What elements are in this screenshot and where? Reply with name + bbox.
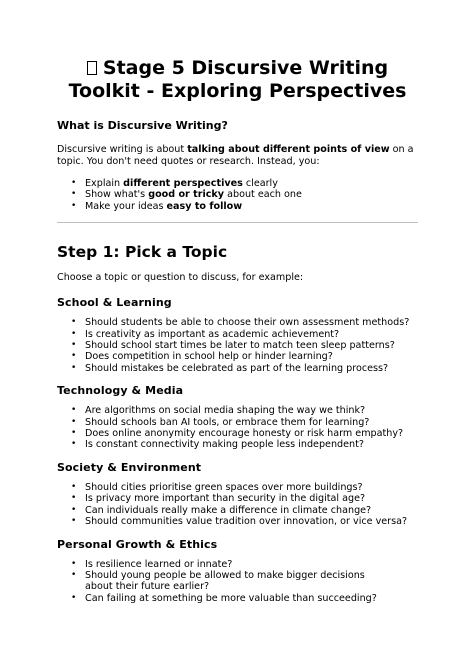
list-item: • Should students be able to choose their own assessment methods? (57, 317, 418, 328)
list-item: • Should schools ban AI tools, or embrace them for learning? (57, 417, 418, 428)
list-item: • Should mistakes be celebrated as part of the learning process? (57, 363, 418, 374)
list-item: • Is creativity as important as academic achievement? (57, 329, 418, 340)
list-item: • Should young people be allowed to make bigger decisions about their future earlier? (57, 570, 418, 593)
category-heading-school: School & Learning (57, 296, 172, 310)
what-heading: What is Discursive Writing? (57, 119, 228, 132)
category-list-personal (57, 559, 418, 605)
category-heading-personal: Personal Growth & Ethics (57, 537, 218, 551)
list-item: • Explain different perspectives clearly (57, 178, 418, 189)
category-list-school (57, 317, 418, 374)
list-item: • Can individuals really make a difference in climate change? (57, 505, 418, 516)
what-paragraph: Discursive writing is about talking about different points of view on a topic. You don't need quotes or research. Instead, you: (57, 144, 414, 167)
list-item: • Is privacy more important than security in the digital age? (57, 493, 418, 504)
step1-intro: Choose a topic or question to discuss, for example: (57, 272, 304, 284)
category-heading-society: Society & Environment (57, 460, 202, 474)
list-item: • Make your ideas easy to follow (57, 201, 418, 212)
divider (57, 222, 418, 223)
missing-glyph-icon (87, 61, 97, 75)
page-title: Stage 5 Discursive Writing Toolkit - Exploring Perspectives (68, 57, 407, 102)
list-item: • Should communities value tradition over innovation, or vice versa? (57, 516, 418, 527)
list-item: • Are algorithms on social media shaping the way we think? (57, 405, 418, 416)
category-list-technology (57, 405, 418, 451)
list-item: • Should cities prioritise green spaces over more buildings? (57, 482, 418, 493)
what-bullets (57, 178, 418, 212)
list-item: • Does online anonymity encourage honesty or risk harm empathy? (57, 428, 418, 439)
list-item: • Show what's good or tricky about each one (57, 189, 418, 200)
category-list-society (57, 482, 418, 528)
list-item: • Can failing at something be more valuable than succeeding? (57, 593, 418, 604)
list-item: • Is constant connectivity making people less independent? (57, 439, 418, 450)
list-item: • Does competition in school help or hinder learning? (57, 351, 418, 362)
list-item: • Is resilience learned or innate? (57, 559, 418, 570)
list-item: • Should school start times be later to match teen sleep patterns? (57, 340, 418, 351)
category-heading-technology: Technology & Media (57, 384, 184, 398)
step1-heading: Step 1: Pick a Topic (57, 243, 228, 262)
